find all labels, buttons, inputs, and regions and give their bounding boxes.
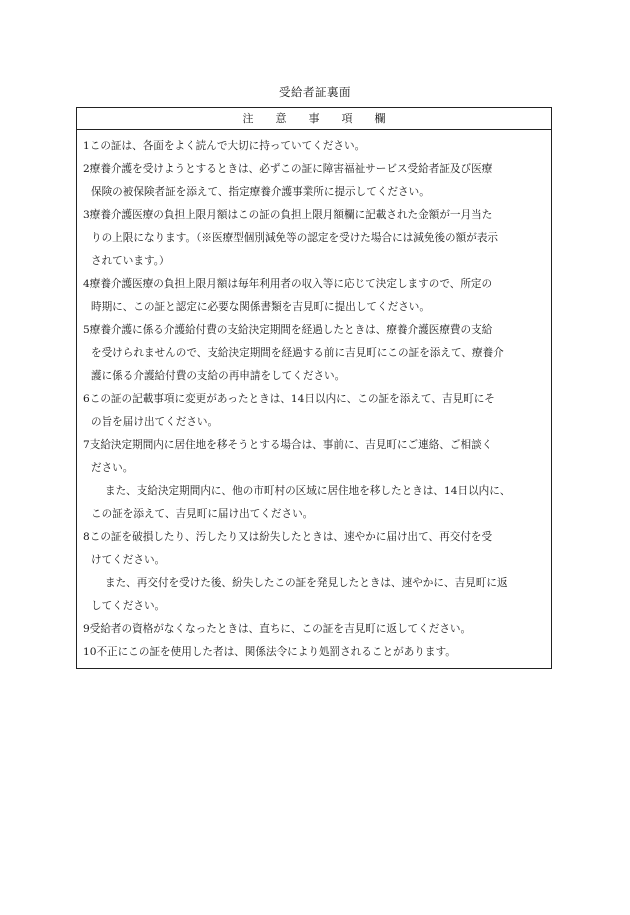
notice-item-number: 3 [83,209,90,221]
notice-item-text: 支給決定期間内に居住地を移そうとする場合は、事前に、吉見町にご連絡、ご相談く [89,439,493,451]
notice-item-first-line [83,135,545,158]
notice-header: 注意事項欄 [77,108,551,130]
notice-item-continuation: の旨を届け出てください。 [91,416,219,428]
notice-item-text: 不正にこの証を使用した者は、関係法令により処罰されることがあります。 [96,646,456,658]
notice-body [77,130,551,668]
notice-item-text: 療養介護医療の負担上限月額はこの証の負担上限月額欄に記載された金額が一月当た [89,209,493,221]
notice-item-text: 受給者の資格がなくなったときは、直ちに、この証を吉見町に返してください。 [89,623,472,635]
notice-item-first-line [83,388,545,411]
notice-item-text: 療養介護に係る介護給付費の支給決定期間を経過したときは、療養介護医療費の支給 [89,324,493,336]
notice-item-first-line [83,641,545,664]
notice-item-number: 10 [83,646,97,658]
notice-item [83,204,545,273]
notice-item-number: 6 [83,393,90,405]
notice-item [83,135,545,158]
notice-item-sub-continuation: この証を添えて、吉見町に届け出てください。 [91,508,314,520]
notice-item-continuation: りの上限になります。（※医療型個別減免等の認定を受けた場合には減免後の額が表示 [91,232,499,244]
notice-item-first-line [83,618,545,641]
notice-item-text: 療養介護医療の負担上限月額は毎年利用者の収入等に応じて決定しますので、所定の [89,278,493,290]
document-title: 受給者証裏面 [279,85,351,99]
notice-item-continuation: されています。） [91,255,170,267]
notice-item-continuation: けてください。 [91,554,166,566]
notice-item-number: 2 [83,163,90,175]
notice-item-first-line [83,158,545,181]
notice-item-first-line [83,273,545,296]
notice-item-text: 療養介護を受けようとするときは、必ずこの証に障害福祉サービス受給者証及び医療 [89,163,493,175]
notice-item-continuation: 保険の被保険者証を添えて、指定療養介護事業所に提示してください。 [91,186,430,198]
notice-item [83,319,545,388]
notice-item-continuation: ださい。 [91,462,134,474]
notice-item-first-line [83,434,545,457]
notice-item-first-line [83,526,545,549]
notice-item-continuation: 時期に、この証と認定に必要な関係書類を吉見町に提出してください。 [91,301,430,313]
notice-item-text: この証は、各面をよく読んで大切に持っていてください。 [89,140,366,152]
notice-item-sub-paragraph: また、支給決定期間内に、他の市町村の区域に居住地を移したときは、14日以内に、 [105,485,511,497]
notice-item [83,158,545,204]
notice-item-first-line [83,204,545,227]
notice-table [76,107,552,669]
notice-item [83,641,545,664]
notice-item-continuation: 護に係る介護給付費の支給の再申請をしてください。 [91,370,346,382]
notice-item [83,526,545,618]
notice-item-number: 7 [83,439,90,451]
notice-item [83,388,545,434]
notice-item-number: 5 [83,324,90,336]
notice-item-number: 8 [83,531,90,543]
notice-item-number: 1 [83,140,90,152]
notice-item-text: この証の記載事項に変更があったときは、14日以内に、この証を添えて、吉見町にそ [89,393,495,405]
notice-item-continuation: を受けられませんので、支給決定期間を経過する前に吉見町にこの証を添えて、療養介 [91,347,504,359]
notice-item-sub-paragraph: また、再交付を受けた後、紛失したこの証を発見したときは、速やかに、吉見町に返 [105,577,508,589]
notice-item-text: この証を破損したり、汚したり又は紛失したときは、速やかに届け出て、再交付を受 [89,531,493,543]
notice-item-number: 9 [83,623,90,635]
notice-item [83,273,545,319]
notice-item-first-line [83,319,545,342]
notice-item-sub-continuation: してください。 [91,600,166,612]
notice-item [83,434,545,526]
notice-item-number: 4 [83,278,90,290]
notice-item [83,618,545,641]
